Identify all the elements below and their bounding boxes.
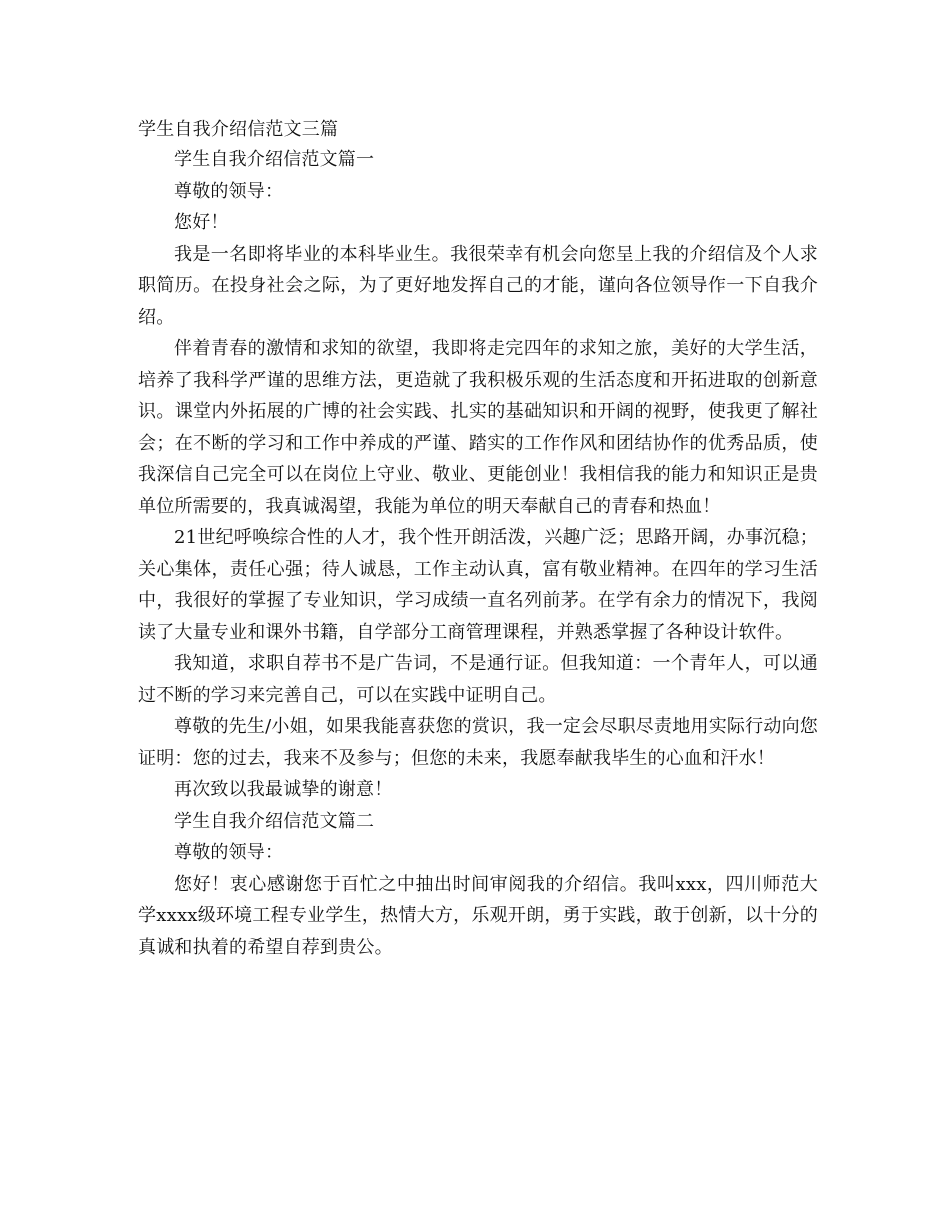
letter2-heading: 学生自我介绍信范文篇二 [174,810,375,832]
letter2-salutation: 尊敬的领导： [174,842,284,863]
letter2-paragraph: 您好！衷心感谢您于百忙之中抽出时间审阅我的介绍信。我叫xxx，四川师范大学xxxx级环境工程专业学生，热情大方，乐观开朗，勇于实践，敢于创新，以十分的真诚和执着的希望自荐到贵公。 [138,873,818,958]
letter1-paragraph: 我知道，求职自荐书不是广告词，不是通行证。但我知道：一个青年人，可以通过不断的学习来完善自己，可以在实践中证明自己。 [138,653,818,706]
letter1-paragraph: 我是一名即将毕业的本科毕业生。我很荣幸有机会向您呈上我的介绍信及个人求职简历。在投身社会之际，为了更好地发挥自己的才能，谨向各位领导作一下自我介绍。 [138,243,818,328]
letter1-paragraph: 21世纪呼唤综合性的人才，我个性开朗活泼，兴趣广泛；思路开阔，办事沉稳；关心集体，责任心强；待人诚恳，工作主动认真，富有敬业精神。在四年的学习生活中，我很好的掌握了专业知识，学习成绩一直名列前茅。在学有余力的情况下，我阅读了大量专业和课外书籍，自学部分工商管理课程，并熟悉掌握了各种设计软件。 [138,527,818,643]
letter1-greeting: 您好！ [174,212,229,233]
letter1-paragraph: 伴着青春的激情和求知的欲望，我即将走完四年的求知之旅，美好的大学生活，培养了我科学严谨的思维方法，更造就了我积极乐观的生活态度和开拓进取的创新意识。课堂内外拓展的广博的社会实践、扎实的基础知识和开阔的视野，使我更了解社会；在不断的学习和工作中养成的严谨、踏实的工作作风和团结协作的优秀品质，使我深信自己完全可以在岗位上守业、敬业、更能创业！我相信我的能力和知识正是贵单位所需要的，我真诚渴望，我能为单位的明天奉献自己的青春和热血！ [138,338,818,517]
letter1-salutation: 尊敬的领导： [174,180,284,202]
letter1-paragraph: 尊敬的先生/小姐，如果我能喜获您的赏识，我一定会尽职尽责地用实际行动向您证明：您的过去，我来不及参与；但您的未来，我愿奉献我毕生的心血和汗水！ [138,716,818,769]
letter1-heading: 学生自我介绍信范文篇一 [174,149,375,170]
letter1-closing: 再次致以我最诚挚的谢意！ [174,779,393,800]
document-page [138,116,818,963]
document-title: 学生自我介绍信范文三篇 [138,119,339,140]
